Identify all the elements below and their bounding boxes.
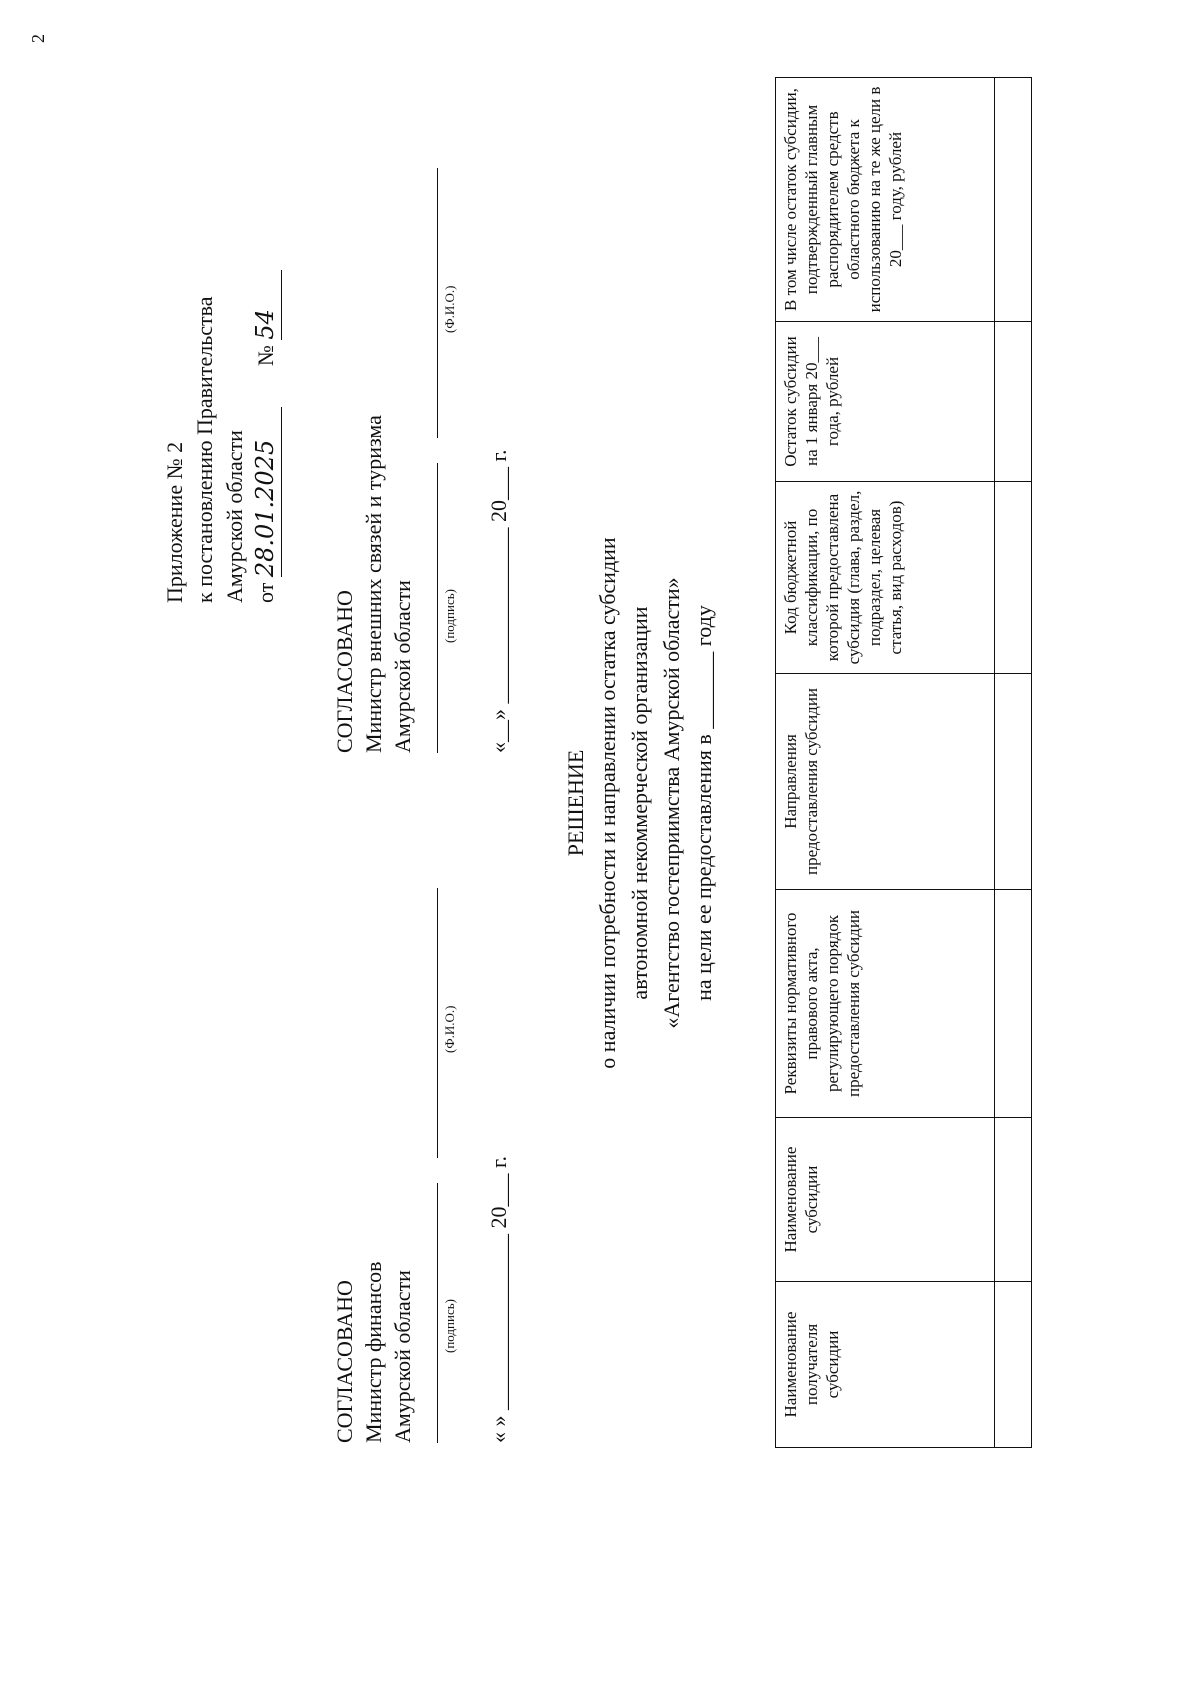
agreement-position-line-2: Амурской области bbox=[390, 580, 415, 753]
header-directions: Направления предоставления субсидии bbox=[776, 674, 995, 890]
decision-title: РЕШЕНИЕ bbox=[563, 749, 588, 857]
appendix-line-2: к постановлению Правительства bbox=[192, 296, 217, 603]
appendix-line-1: Приложение № 2 bbox=[162, 441, 187, 603]
decision-line-2: автономной некоммерческой организации bbox=[627, 606, 652, 1000]
number-field bbox=[250, 270, 282, 340]
agreement-heading: СОГЛАСОВАНО bbox=[332, 1280, 357, 1443]
date-line: « » ________________ 20___ г. bbox=[486, 1155, 511, 1443]
handwritten-date: 28.01.2025 bbox=[251, 439, 279, 578]
agreement-heading: СОГЛАСОВАНО bbox=[332, 590, 357, 753]
agreement-position-line-1: Министр внешних связей и туризма bbox=[361, 415, 386, 753]
table-cell[interactable] bbox=[995, 78, 1032, 322]
header-recipient-name: Наименование получателя субсидии bbox=[776, 1282, 995, 1448]
appendix-line-3: Амурской области bbox=[222, 430, 247, 603]
signature-line bbox=[437, 1183, 438, 1443]
header-legal-act: Реквизиты нормативного правового акта, регулирующего порядок предоставления субсидии bbox=[776, 890, 995, 1118]
table-cell[interactable] bbox=[995, 890, 1032, 1118]
table-cell[interactable] bbox=[995, 482, 1032, 674]
decision-line-3: «Агентство гостеприимства Амурской области» bbox=[659, 577, 684, 1029]
name-caption: (Ф.И.О.) bbox=[442, 1005, 457, 1053]
header-remaining-balance: Остаток субсидии на 1 января 20___ года, рублей bbox=[776, 322, 995, 482]
decision-block bbox=[560, 483, 720, 1123]
appendix-block bbox=[160, 270, 282, 603]
decision-line-1: о наличии потребности и направлении остатка субсидии bbox=[595, 537, 620, 1069]
name-caption: (Ф.И.О.) bbox=[442, 285, 457, 333]
name-line bbox=[437, 888, 438, 1158]
table-cell[interactable] bbox=[995, 674, 1032, 890]
number-prefix: № bbox=[253, 345, 278, 367]
agreement-position-line-1: Министр финансов bbox=[361, 1261, 386, 1443]
header-confirmed-balance: В том числе остаток субсидии, подтвержденный главным распорядителем средств областного бюджета к использованию на те же цели в 20___ году, рублей bbox=[776, 78, 995, 322]
agreement-position-line-2: Амурской области bbox=[390, 1270, 415, 1443]
table-cell[interactable] bbox=[995, 322, 1032, 482]
header-budget-code: Код бюджетной классификации, по которой предоставлена субсидия (глава, раздел, подраздел, целевая статья, вид расходов) bbox=[776, 482, 995, 674]
handwritten-number: 54 bbox=[251, 309, 279, 340]
date-line: «__» ________________ 20___ г. bbox=[486, 449, 511, 753]
table-cell[interactable] bbox=[995, 1282, 1032, 1448]
from-prefix: от bbox=[253, 582, 278, 603]
date-field bbox=[250, 407, 282, 577]
signature-caption: (подпись) bbox=[442, 589, 457, 643]
agreement-block-finance bbox=[330, 1261, 417, 1443]
header-subsidy-name: Наименование субсидии bbox=[776, 1118, 995, 1282]
subsidy-table bbox=[775, 77, 1032, 1448]
table-cell[interactable] bbox=[995, 1118, 1032, 1282]
table-header-row bbox=[776, 78, 995, 1448]
appendix-date-number-line bbox=[250, 270, 282, 603]
decision-line-4: на цели ее предоставления в _______ году bbox=[691, 605, 716, 1001]
name-line bbox=[437, 168, 438, 438]
agreement-block-tourism bbox=[330, 415, 417, 753]
signature-line bbox=[437, 463, 438, 753]
signature-caption: (подпись) bbox=[442, 1299, 457, 1353]
table-row bbox=[995, 78, 1032, 1448]
page-number: 2 bbox=[28, 34, 48, 43]
